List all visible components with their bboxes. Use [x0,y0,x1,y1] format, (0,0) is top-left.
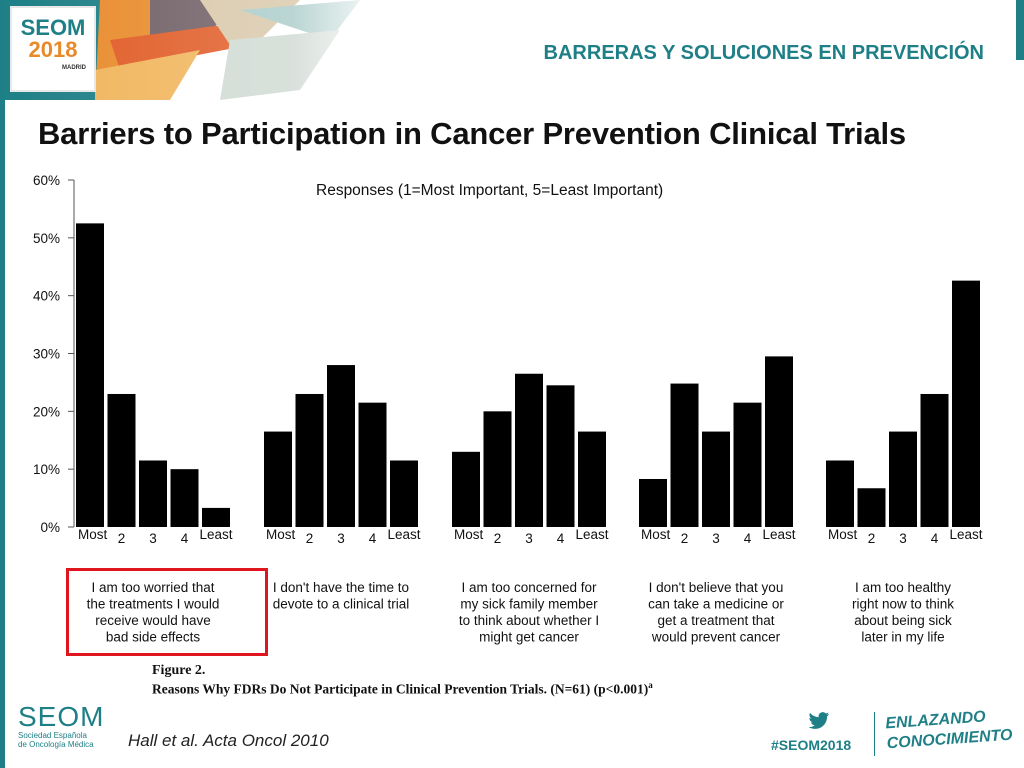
bar [452,452,480,527]
figure-label: Figure 2. [152,663,206,678]
bar [264,432,292,527]
bar-label: 2 [305,531,314,546]
bar [390,460,418,527]
footer-divider [874,712,875,756]
bar-label: 3 [899,531,907,546]
bar [515,374,543,527]
logo-year: 2018 [28,37,78,62]
bar-label: 4 [368,531,377,546]
y-tick-label: 50% [32,230,60,246]
bar [359,403,387,527]
y-axis [33,173,74,535]
bar-label: Least [199,527,233,542]
bar [889,432,917,527]
bar [296,394,324,527]
bar [921,394,949,527]
logo-brand: SEOM [20,15,86,40]
group-label-line: devote to a clinical trial [272,596,410,612]
bar [702,432,730,527]
group-label-line: I am too concerned for [461,580,597,595]
bar-label: 3 [149,531,157,546]
bar-label: Least [762,527,796,542]
bar-label: Least [949,527,983,542]
bar [639,479,667,527]
group-label-line: right now to think [851,596,955,612]
bar-label: 3 [525,531,533,546]
figure-caption [152,680,653,698]
slogan [885,706,1013,755]
y-tick-label: 40% [32,288,60,304]
bar-label: 2 [867,531,876,546]
figure-caption-sup: a [648,680,653,690]
bar [578,432,606,527]
bar [734,403,762,527]
bar [952,281,980,527]
bar-labels [78,527,983,546]
bar-chart [0,165,1024,645]
bar-label: Most [78,527,108,542]
bar [139,460,167,527]
y-tick-label: 60% [32,173,60,188]
highlight-box [66,568,268,656]
group-label-line: about being sick [854,613,952,628]
hashtag: #SEOM2018 [771,737,852,753]
bar-label: 2 [493,531,502,546]
bar [171,469,199,527]
bar-label: 2 [680,531,689,546]
footer-brand-sub-1: Sociedad Española [18,731,87,740]
footer-brand-sub-2: de Oncología Médica [18,740,94,749]
slogan-line-1: ENLAZANDO [884,708,987,733]
bar-label: 2 [117,531,126,546]
bar [765,356,793,527]
group-label-line: I don't have the time to [272,580,410,595]
logo-city: MADRID [62,65,86,71]
bar-label: 3 [337,531,345,546]
twitter-bird-icon[interactable] [808,711,830,731]
citation: Hall et al. Acta Oncol 2010 [128,731,329,750]
group-label-line: might get cancer [479,629,579,645]
bar-label: 4 [556,531,565,546]
seom-2018-logo [12,8,94,90]
bar [671,384,699,527]
slogan-line-2: CONOCIMIENTO [886,726,1014,753]
bar [202,508,230,527]
bar [108,394,136,527]
bar-label: 4 [180,531,189,546]
y-tick-label: 0% [40,520,60,535]
figure-caption-text: Reasons Why FDRs Do Not Participate in Clinical Prevention Trials. (N=61) (p<0.001) [152,681,649,697]
bar-label: Most [454,527,484,542]
chart-legend-text: Responses (1=Most Important, 5=Least Important) [316,182,664,199]
group-label-line: my sick family member [460,596,598,612]
group-label-line: would prevent cancer [651,629,781,645]
group-label-line: get a treatment that [657,613,775,628]
bar [76,223,104,527]
chart-title: Barriers to Participation in Cancer Prevention Clinical Trials [38,116,906,151]
footer-seom-logo [18,703,104,749]
bar [858,488,886,527]
group-label-line: bad side effects [105,629,201,645]
bar-label: Most [641,527,671,542]
footer-brand: SEOM [18,701,105,732]
group-label-line: I don't believe that you [648,580,784,595]
bar-label: Least [387,527,421,542]
group-label-line: the treatments I would [86,596,220,612]
group-label-line: can take a medicine or [648,596,784,612]
group-label-line: receive would have [95,613,211,628]
section-title: BARRERAS Y SOLUCIONES EN PREVENCIÓN [543,42,984,64]
bar-label: Most [266,527,296,542]
bar [484,411,512,527]
bar-label: Most [828,527,858,542]
right-accent-stripe [1016,0,1024,60]
group-label-line: I am too healthy [854,580,952,595]
y-tick-label: 30% [32,346,60,362]
bar-label: 4 [743,531,752,546]
y-tick-label: 10% [32,462,60,478]
group-label-line: later in my life [861,629,945,645]
bar-label: Least [575,527,609,542]
bar-label: 3 [712,531,720,546]
bars [76,223,980,527]
bar [547,385,575,527]
group-label-line: I am too worried that [91,580,215,595]
y-tick-label: 20% [32,404,60,420]
bar-label: 4 [930,531,939,546]
bar [826,460,854,527]
bar [327,365,355,527]
group-label-line: to think about whether I [458,613,600,628]
